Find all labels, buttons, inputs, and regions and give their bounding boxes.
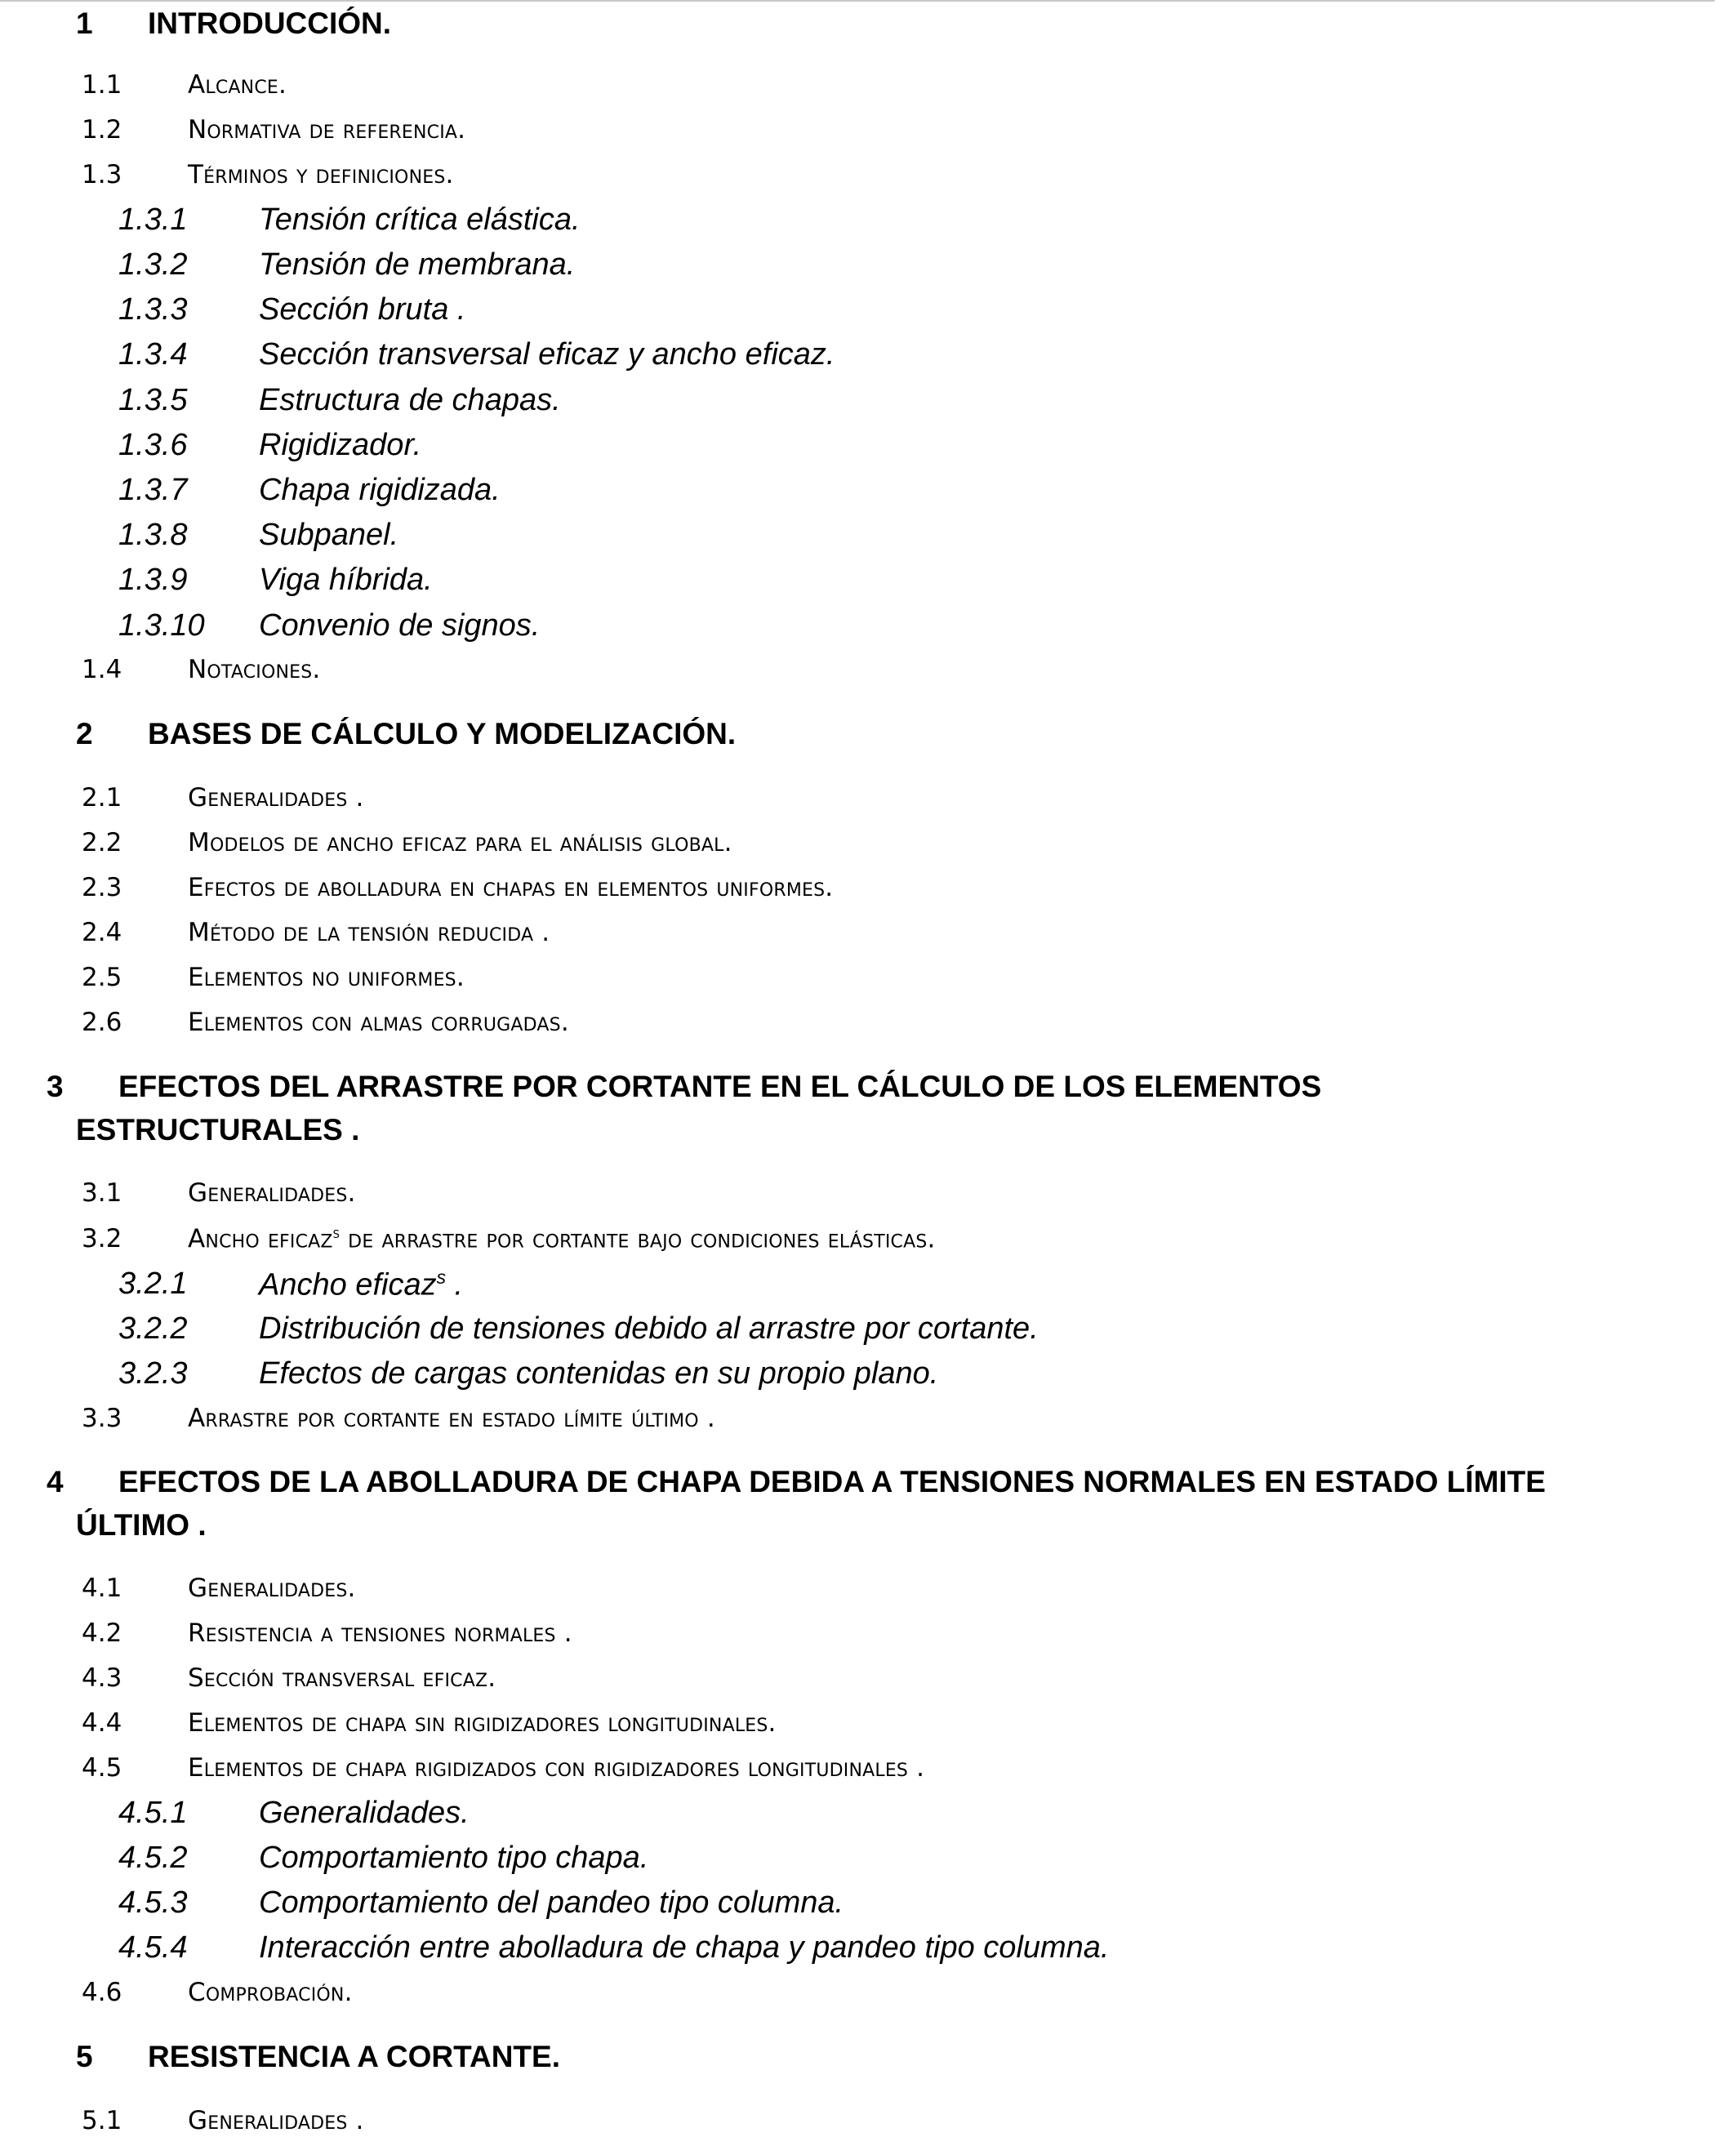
toc-number: 3.2.1 [118, 1267, 188, 1301]
toc-number: 1.3.8 [118, 518, 188, 552]
toc-title: Chapa rigidizada. [259, 473, 501, 507]
toc-number: 1.3.6 [118, 428, 188, 462]
toc-number: 1.2 [82, 115, 122, 145]
toc-number: 1.3.9 [118, 563, 188, 597]
toc-number: 4.5.3 [118, 1885, 188, 1920]
toc-title: Generalidades. [188, 1178, 356, 1208]
toc-title: Elementos de chapa rigidizados con rigidizadores longitudinales . [188, 1753, 925, 1783]
toc-title: Comportamiento del pandeo tipo columna. [259, 1885, 844, 1920]
toc-title: Ancho eficaz$^s$ . [259, 1267, 464, 1302]
toc-number: 3.1 [82, 1178, 122, 1208]
toc-title: Comprobación. [188, 1978, 353, 2007]
toc-number: 1.3.2 [118, 247, 188, 282]
toc-number: 3.3 [82, 1404, 122, 1433]
toc-number: 4.5.1 [118, 1796, 188, 1830]
toc-title: Tensión de membrana. [259, 247, 576, 282]
toc-title: Rigidizador. [259, 428, 422, 462]
toc-number: 4 [47, 1465, 64, 1498]
toc-title: Subpanel. [259, 518, 399, 552]
toc-number: 2.5 [82, 963, 122, 992]
toc-number: 4.5.4 [118, 1930, 188, 1965]
toc-number: 1 [76, 7, 93, 40]
toc-title: Sección bruta . [259, 292, 466, 327]
toc-title: Modelos de ancho eficaz para el análisis global. [188, 828, 732, 857]
toc-number: 4.6 [82, 1978, 122, 2007]
toc-title: Términos y definiciones. [188, 160, 454, 189]
toc-title: Interacción entre abolladura de chapa y pandeo tipo columna. [259, 1930, 1110, 1965]
toc-title: Generalidades . [188, 783, 364, 813]
toc-title-line-1: EFECTOS DEL ARRASTRE POR CORTANTE EN EL CÁLCULO DE LOS ELEMENTOS [118, 1070, 1322, 1103]
toc-title: Efectos de cargas contenidas en su propio plano. [259, 1356, 939, 1391]
toc-number: 1.3.7 [118, 473, 188, 507]
toc-number: 2.1 [82, 783, 122, 813]
toc-title: Sección transversal eficaz. [188, 1663, 496, 1693]
toc-title: Generalidades. [188, 1574, 356, 1603]
toc-title: Normativa de referencia. [188, 115, 466, 145]
toc-title: Ancho eficaz$^s$ de arrastre por cortante bajo condiciones elásticas. [188, 1224, 936, 1254]
toc-number: 2 [76, 717, 93, 750]
toc-title: Comportamiento tipo chapa. [259, 1841, 649, 1875]
toc-title: Viga híbrida. [259, 563, 433, 597]
toc-title: Sección transversal eficaz y ancho eficaz. [259, 337, 835, 372]
toc-title: Resistencia a tensiones normales . [188, 1618, 572, 1648]
toc-title: Alcance. [188, 70, 287, 100]
toc-title: Elementos con almas corrugadas. [188, 1008, 569, 1037]
toc-number: 1.3.5 [118, 383, 188, 417]
toc-title: Generalidades . [188, 2106, 364, 2135]
toc-title: Tensión crítica elástica. [259, 203, 581, 237]
toc-number: 5 [76, 2040, 93, 2073]
toc-title: INTRODUCCIÓN. [148, 7, 392, 40]
toc-number: 2.6 [82, 1008, 122, 1037]
toc-number: 1.3.3 [118, 292, 188, 327]
toc-number: 2.4 [82, 918, 122, 947]
toc-number: 2.2 [82, 828, 122, 857]
toc-title: Elementos de chapa sin rigidizadores longitudinales. [188, 1708, 777, 1738]
toc-title-line-2: ÚLTIMO . [76, 1508, 207, 1542]
toc-title-line-1: EFECTOS DE LA ABOLLADURA DE CHAPA DEBIDA A TENSIONES NORMALES EN ESTADO LÍMITE [118, 1465, 1546, 1498]
toc-number: 4.2 [82, 1618, 122, 1648]
toc-title: Elementos no uniformes. [188, 963, 465, 992]
toc-number: 2.3 [82, 873, 122, 902]
toc-number: 3.2.2 [118, 1311, 188, 1346]
toc-number: 1.3.4 [118, 337, 188, 372]
toc-number: 3 [47, 1070, 64, 1103]
toc-number: 1.3.10 [118, 608, 205, 643]
toc-title-line-2: ESTRUCTURALES . [76, 1113, 360, 1146]
toc-title: BASES DE CÁLCULO Y MODELIZACIÓN. [148, 717, 737, 750]
toc-title: Convenio de signos. [259, 608, 541, 643]
toc-number: 5.1 [82, 2106, 122, 2135]
toc-number: 1.4 [82, 655, 122, 684]
toc-title: Distribución de tensiones debido al arrastre por cortante. [259, 1311, 1039, 1346]
toc-title: Notaciones. [188, 655, 321, 684]
top-rule [0, 0, 1715, 2]
toc-title: Método de la tensión reducida . [188, 918, 550, 947]
toc-title: Efectos de abolladura en chapas en elementos uniformes. [188, 873, 834, 902]
toc-title: RESISTENCIA A CORTANTE. [148, 2040, 560, 2073]
toc-title: Generalidades. [259, 1796, 470, 1830]
toc-number: 3.2.3 [118, 1356, 188, 1391]
toc-number: 1.3.1 [118, 203, 188, 237]
toc-number: 4.3 [82, 1663, 122, 1693]
toc-number: 4.4 [82, 1708, 122, 1738]
toc-number: 3.2 [82, 1224, 122, 1253]
toc-number: 4.1 [82, 1574, 122, 1603]
toc-number: 4.5 [82, 1753, 122, 1783]
toc-number: 1.1 [82, 70, 122, 100]
toc-title: Arrastre por cortante en estado límite último . [188, 1404, 715, 1433]
toc-number: 1.3 [82, 160, 122, 189]
toc-number: 4.5.2 [118, 1841, 188, 1875]
toc-title: Estructura de chapas. [259, 383, 561, 417]
